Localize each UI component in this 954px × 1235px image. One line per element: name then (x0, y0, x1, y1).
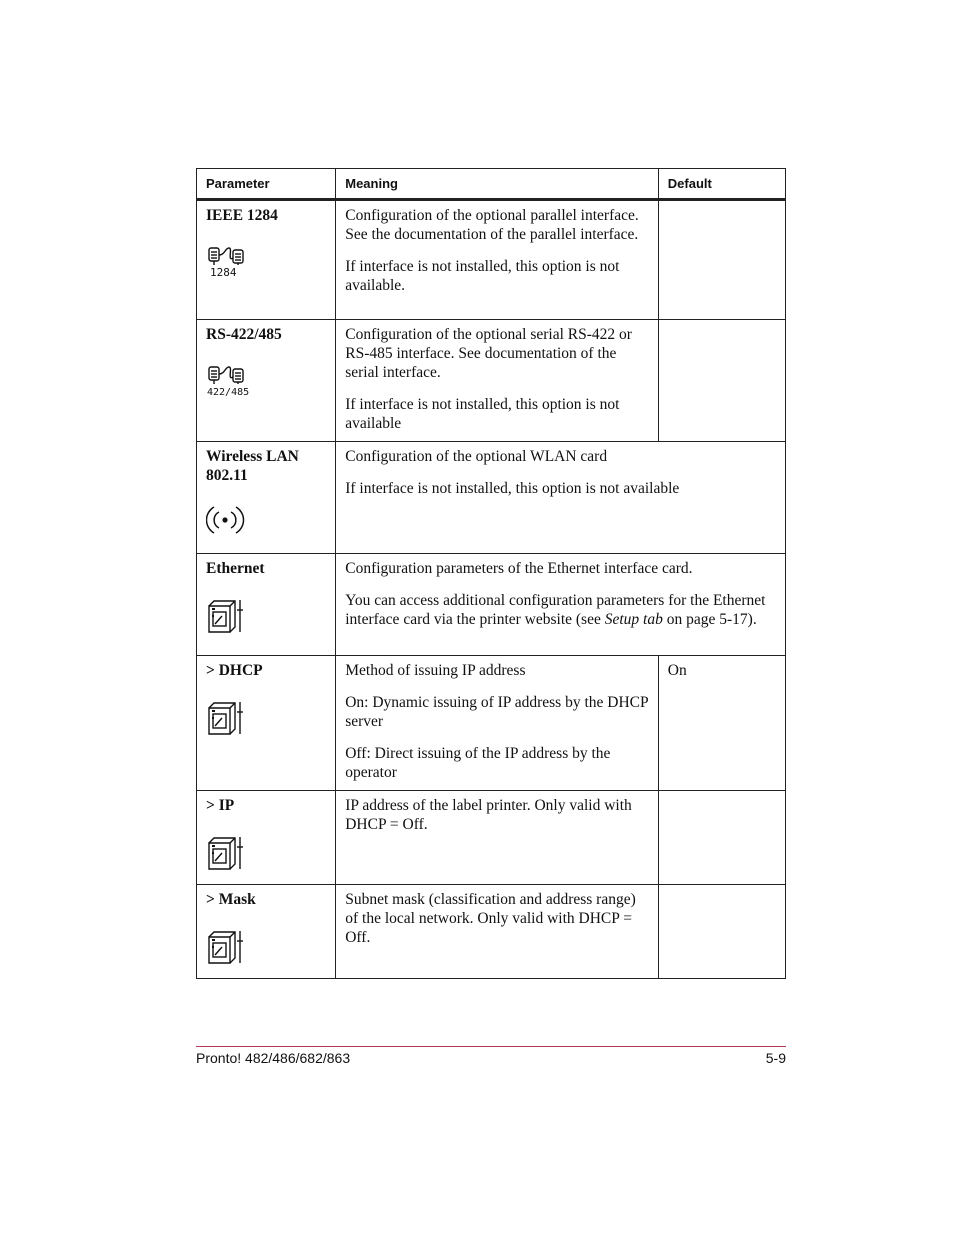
meaning-text: Method of issuing IP address (345, 662, 526, 679)
param-name: IEEE 1284 (206, 207, 278, 224)
table-row (197, 885, 786, 979)
footer-divider (196, 1046, 786, 1047)
table-header-row (197, 169, 786, 200)
param-name: > DHCP (206, 662, 263, 679)
meaning-text: If interface is not installed, this option is not available (345, 480, 680, 497)
network-printer-icon (206, 929, 326, 965)
header-parameter: Parameter (197, 169, 336, 200)
icon-label: 422/485 (207, 387, 250, 398)
header-meaning: Meaning (336, 169, 659, 200)
default-value (659, 791, 785, 804)
param-name: > Mask (206, 891, 256, 908)
param-name: > IP (206, 797, 235, 814)
setup-tab-reference: Setup tab (604, 611, 663, 628)
param-name: Ethernet (206, 560, 265, 577)
network-printer-icon (206, 598, 326, 634)
meaning-text: If interface is not installed, this option is not available (345, 396, 620, 432)
table-row (197, 200, 786, 320)
meaning-text-part: on page 5-17). (662, 611, 757, 628)
header-default: Default (658, 169, 785, 200)
meaning-text: Subnet mask (classification and address range) of the local network. Only valid with DHCP = Off. (345, 891, 636, 946)
default-value (659, 885, 785, 898)
meaning-text: Configuration parameters of the Ethernet interface card. (345, 560, 693, 577)
meaning-text: On: Dynamic issuing of IP address by the DHCP server (345, 694, 649, 730)
default-value (659, 320, 785, 333)
meaning-text (345, 591, 776, 629)
footer-product-name: Pronto! 482/486/682/863 (196, 1050, 351, 1066)
table-row (197, 791, 786, 885)
param-name: RS-422/485 (206, 326, 282, 343)
meaning-text-part: You can access additional configuration parameters for the Ethernet interface card via the printer website (see (345, 592, 766, 628)
table-row (197, 442, 786, 554)
default-value (659, 201, 785, 214)
icon-label: 1284 (210, 266, 237, 279)
table-row (197, 656, 786, 791)
meaning-text: Configuration of the optional parallel interface. See the documentation of the parallel interface. (345, 207, 639, 243)
table-row (197, 554, 786, 656)
network-printer-icon (206, 835, 326, 871)
param-name: Wireless LAN 802.11 (206, 448, 299, 484)
serial-interface-icon (206, 365, 326, 399)
meaning-text: Off: Direct issuing of the IP address by the operator (345, 745, 611, 781)
meaning-text: Configuration of the optional WLAN card (345, 448, 608, 465)
network-printer-icon (206, 700, 326, 736)
default-value: On (667, 662, 687, 679)
wireless-icon (206, 503, 326, 537)
meaning-text: If interface is not installed, this option is not available. (345, 258, 620, 294)
footer-page-number: 5-9 (765, 1050, 786, 1066)
meaning-text: Configuration of the optional serial RS-422 or RS-485 interface. See documentation of the serial interface. (345, 326, 632, 381)
parameter-table (196, 168, 786, 979)
table-row (197, 320, 786, 442)
parallel-interface-icon (206, 246, 326, 280)
meaning-text: IP address of the label printer. Only valid with DHCP = Off. (345, 797, 632, 833)
